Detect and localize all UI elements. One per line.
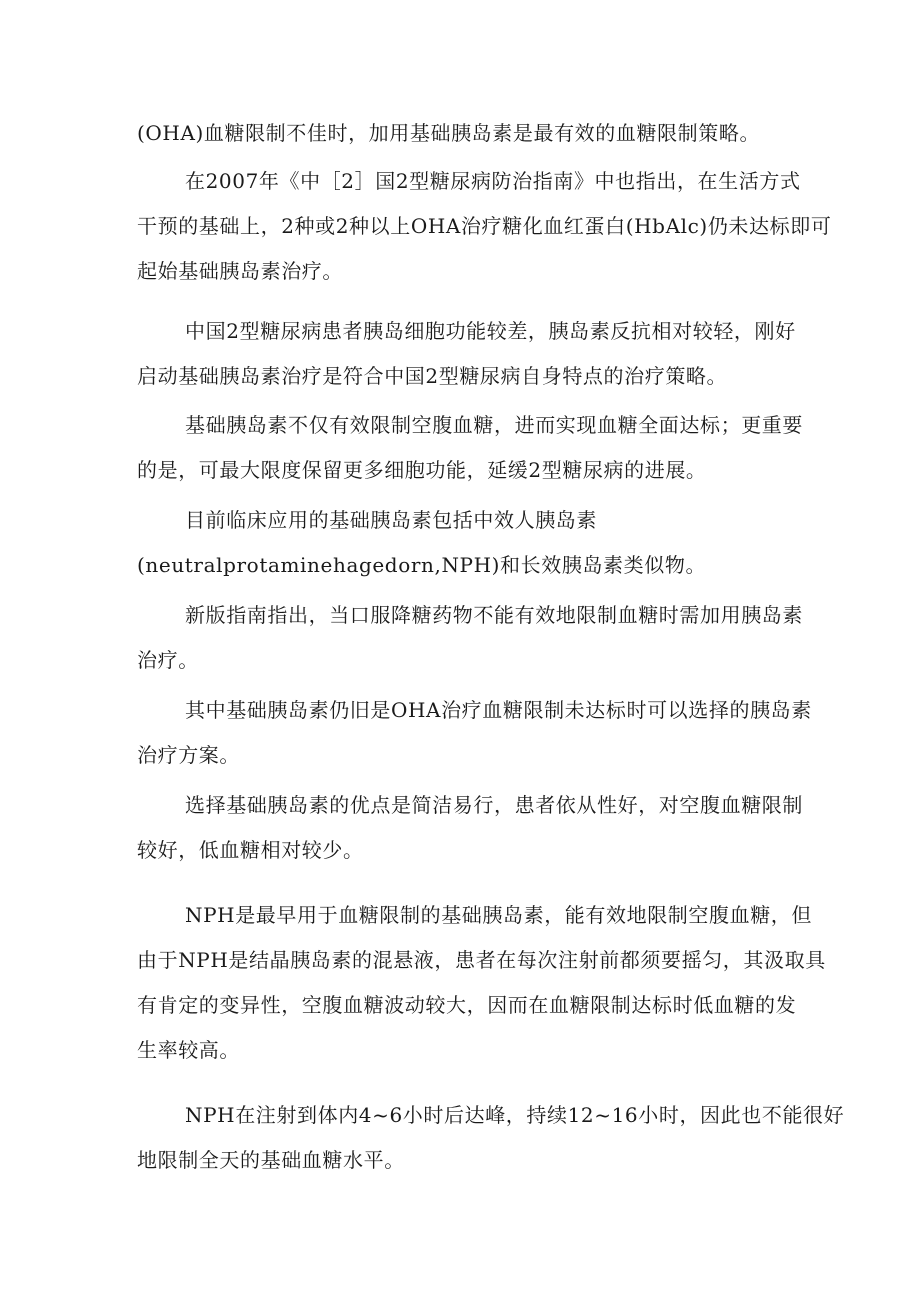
text-line: 起始基础胰岛素治疗。 (137, 259, 343, 283)
text-line: 治疗。 (137, 648, 199, 672)
text-line: 治疗方案。 (137, 743, 240, 767)
text-line: 选择基础胰岛素的优点是简洁易行，患者依从性好，对空腹血糖限制 (185, 793, 803, 817)
paragraph-10 (137, 1093, 845, 1183)
text-line: 地限制全天的基础血糖水平。 (137, 1148, 405, 1172)
paragraph-3 (137, 309, 796, 399)
paragraph-8 (137, 783, 803, 873)
text-line: 较好，低血糖相对较少。 (137, 838, 364, 862)
text-line: (OHA)血糖限制不佳时，加用基础胰岛素是最有效的血糖限制策略。 (137, 121, 761, 145)
text-line: (neutralprotaminehagedorn,NPH)和长效胰岛素类似物。 (137, 553, 707, 577)
text-line: 启动基础胰岛素治疗是符合中国2型糖尿病自身特点的治疗策略。 (137, 364, 728, 388)
paragraph-2 (137, 159, 832, 294)
paragraph-4 (137, 403, 803, 493)
text-line: 由于NPH是结晶胰岛素的混悬液，患者在每次注射前都须要摇匀，其汲取具 (137, 948, 826, 972)
text-line: NPH是最早用于血糖限制的基础胰岛素，能有效地限制空腹血糖，但 (185, 903, 812, 927)
text-line: 干预的基础上，2种或2种以上OHA治疗糖化血红蛋白(HbAlc)仍未达标即可 (137, 214, 832, 238)
text-line: NPH在注射到体内4~6小时后达峰，持续12~16小时，因此也不能很好 (185, 1103, 845, 1127)
paragraph-7 (137, 688, 812, 778)
text-line: 有肯定的变异性，空腹血糖波动较大，因而在血糖限制达标时低血糖的发 (137, 993, 797, 1017)
text-line: 基础胰岛素不仅有效限制空腹血糖，进而实现血糖全面达标；更重要 (185, 413, 803, 437)
paragraph-1 (137, 111, 787, 156)
paragraph-9 (137, 893, 826, 1073)
text-line: 的是，可最大限度保留更多细胞功能，延缓2型糖尿病的进展。 (137, 458, 707, 482)
text-line: 在2007年《中［2］国2型糖尿病防治指南》中也指出，在生活方式 (185, 169, 801, 193)
text-line: 目前临床应用的基础胰岛素包括中效人胰岛素 (185, 508, 597, 532)
paragraph-6 (137, 593, 803, 683)
text-line: 生率较高。 (137, 1038, 240, 1062)
text-line: 中国2型糖尿病患者胰岛细胞功能较差，胰岛素反抗相对较轻，刚好 (185, 319, 796, 343)
text-line: 新版指南指出，当口服降糖药物不能有效地限制血糖时需加用胰岛素 (185, 603, 803, 627)
paragraph-5 (137, 498, 787, 588)
text-line: 其中基础胰岛素仍旧是OHA治疗血糖限制未达标时可以选择的胰岛素 (185, 698, 812, 722)
